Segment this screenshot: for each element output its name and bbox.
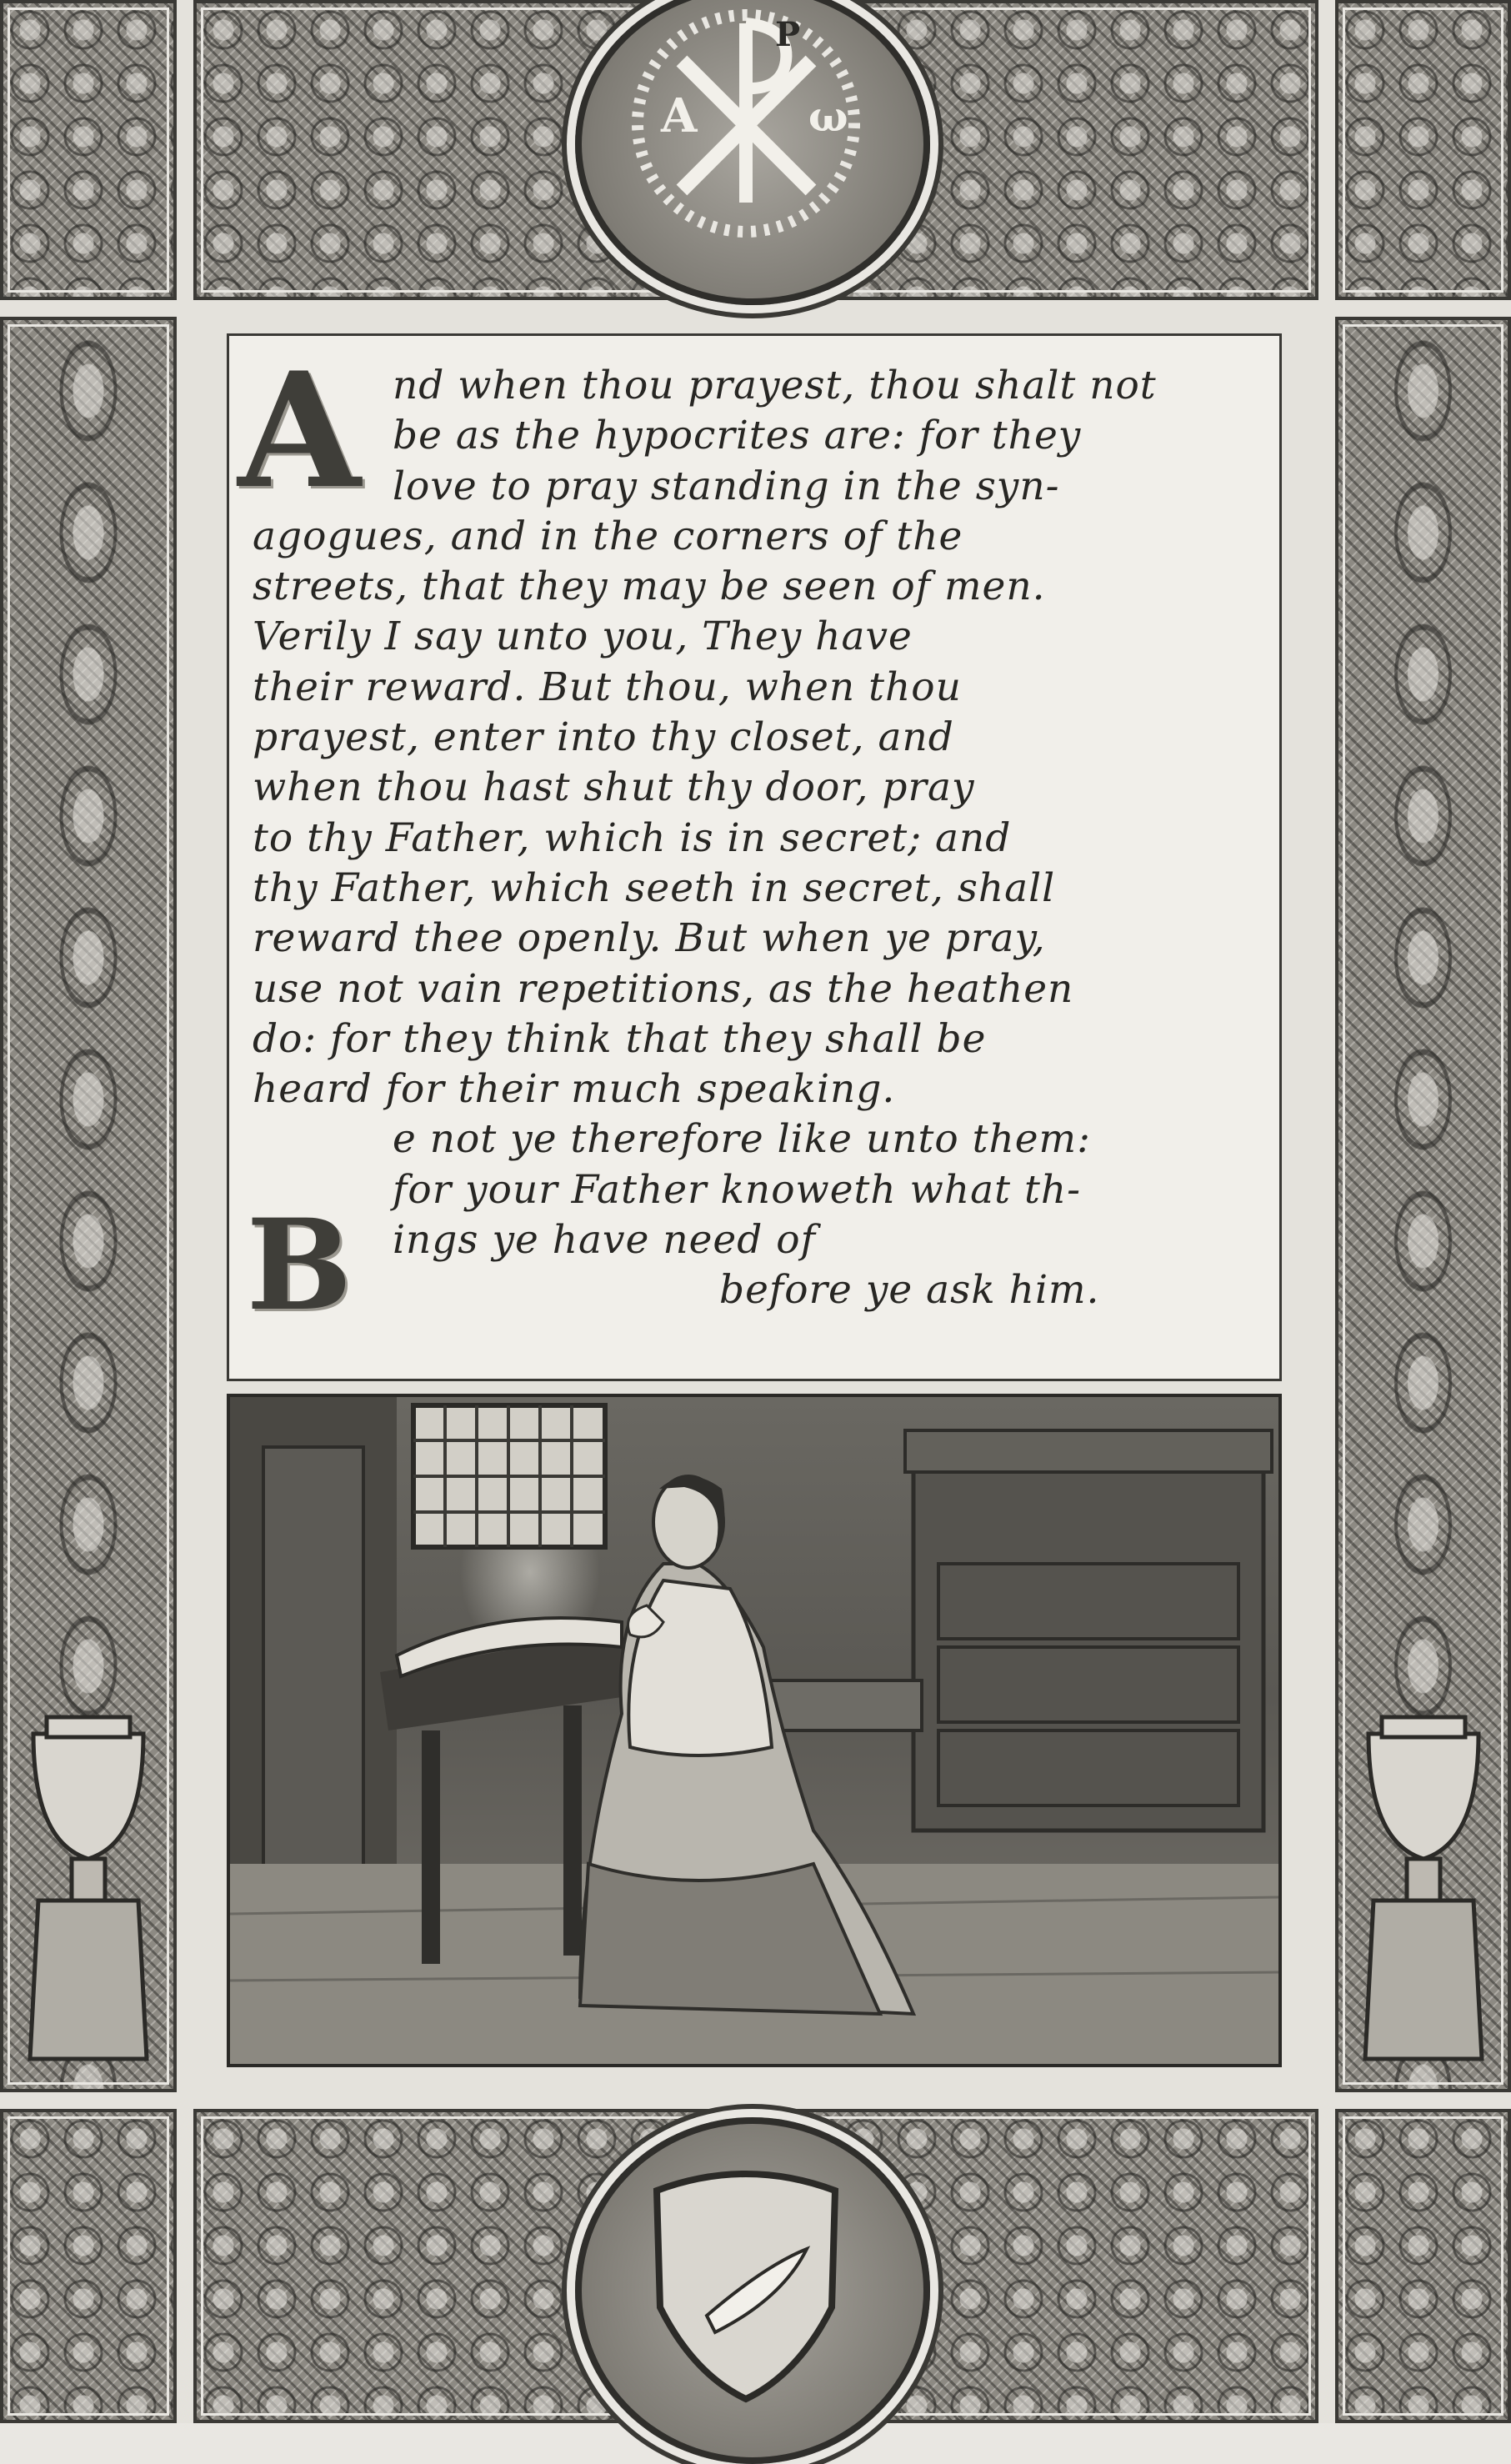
text-line-19: before ye ask him. [719,1267,1100,1314]
scripture-text-panel [227,333,1282,1381]
text-line-3: love to pray standing in the syn- [393,463,1060,509]
bottom-left-ornament-panel [0,2109,177,2423]
monogram-alpha: A [661,88,698,143]
text-line-18: ings ye have need of [393,1217,816,1264]
text-line-16: e not ye therefore like unto them: [393,1116,1091,1163]
text-line-2: be as the hypocrites are: for they [393,413,1082,459]
shield-icon [582,2124,910,2444]
engraving-scene [230,1397,1278,2064]
text-line-9: when thou hast shut thy door, pray [253,764,975,811]
monogram-omega: ω [808,92,848,141]
text-line-6: Verily I say unto you, They have [253,613,913,660]
top-left-ornament-panel [0,0,177,300]
praying-woman-illustration [227,1394,1282,2067]
top-right-ornament-panel [1335,0,1511,300]
text-line-8: prayest, enter into thy closet, and [253,714,954,761]
text-line-4: agogues, and in the corners of the [253,513,963,559]
bottom-right-ornament-panel [1335,2109,1511,2423]
shield-medallion [575,2117,930,2464]
chi-rho-icon [582,0,910,285]
illuminated-initial-a: A [238,338,361,523]
text-line-7: their reward. But thou, when thou [253,664,962,710]
text-line-15: heard for their much speaking. [253,1066,896,1113]
right-urn-icon [1335,1684,1511,2076]
chi-rho-medallion [575,0,930,305]
text-line-13: use not vain repetitions, as the heathen [253,965,1074,1012]
text-line-1: nd when thou prayest, thou shalt not [393,363,1157,408]
illuminated-initial-b: B [246,1192,353,1339]
text-line-12: reward thee openly. But when ye pray, [253,915,1046,962]
text-line-10: to thy Father, which is in secret; and [253,814,1012,861]
monogram-rho: P [775,15,801,54]
text-line-11: thy Father, which seeth in secret, shall [253,864,1056,911]
left-urn-icon [0,1684,177,2076]
text-line-14: do: for they think that they shall be [253,1015,987,1062]
text-line-5: streets, that they may be seen of men. [253,563,1046,610]
text-line-17: for your Father knoweth what th- [393,1166,1082,1213]
